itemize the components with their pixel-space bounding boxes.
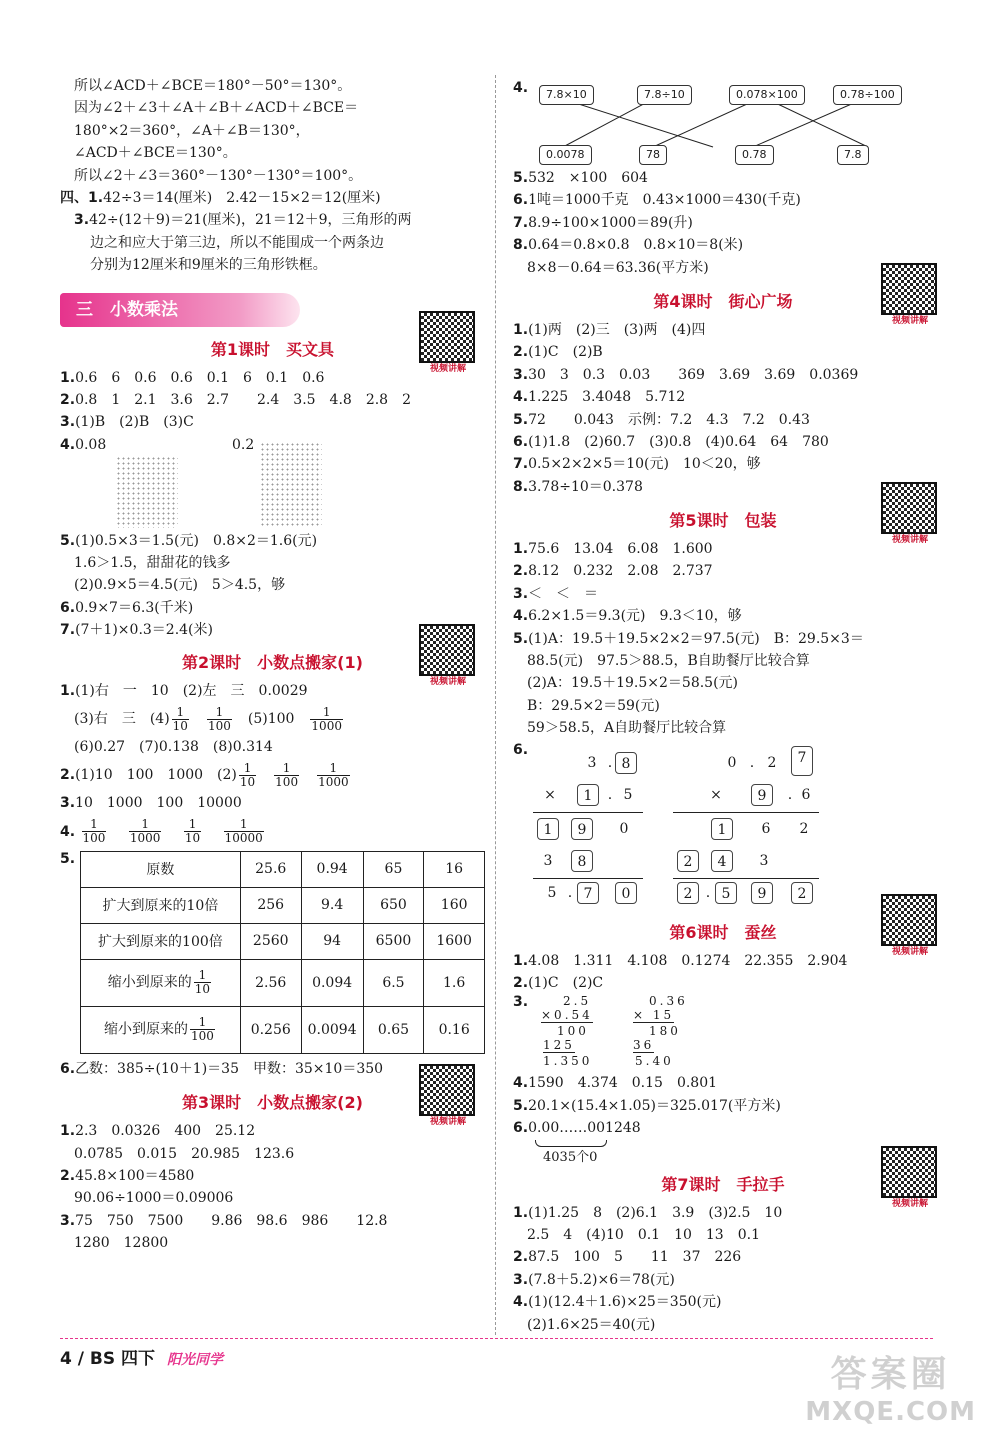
- table-cell: 0.256: [240, 1006, 301, 1053]
- table-cell: 扩大到原来的100倍: [81, 923, 241, 959]
- table-cell: 0.65: [363, 1006, 424, 1053]
- answer-line: 8.0.64＝0.8×0.8 0.8×10＝8(米): [513, 237, 744, 254]
- answer-line: 2.(1)C (2)C: [513, 974, 604, 991]
- answer-line: 59＞58.5，A自助餐厅比较合算: [527, 720, 727, 737]
- answer-line: 2.0.8 1 2.1 3.6 2.7 2.4 3.5 4.8 2.8 2: [60, 391, 411, 408]
- fraction: $\frac{1}{1000}$: [129, 817, 161, 846]
- column-divider: [495, 75, 496, 1335]
- match-result: 7.8: [837, 145, 869, 165]
- answer-line: 3.30 3 0.3 0.03 369 3.69 3.69 0.0369: [513, 366, 859, 383]
- table-cell: 2560: [240, 923, 301, 959]
- footer: [60, 1344, 223, 1369]
- answer-line: 1.(1)1.25 8 (2)6.1 3.9 (3)2.5 10: [513, 1204, 783, 1221]
- table-cell: 256: [240, 887, 301, 923]
- match-line: [563, 99, 713, 147]
- table-cell: 0.0094: [301, 1006, 363, 1053]
- answer-line: (2)1.6×25＝40(元): [527, 1316, 656, 1333]
- table-row: [81, 1006, 485, 1053]
- match-expression: 7.8×10: [539, 85, 594, 105]
- qr-code[interactable]: 视频讲解: [881, 1146, 939, 1212]
- answer-line: 5.20.1×(15.4×1.05)＝325.017(平方米): [513, 1097, 781, 1114]
- page-number: 4: [60, 1349, 72, 1369]
- table-cell: 缩小到原来的 $\frac{1}{10}$: [81, 959, 241, 1006]
- fraction: $\frac{1}{1000}$: [311, 704, 342, 733]
- table-cell: 6.5: [363, 959, 424, 1006]
- unit-banner: 三 小数乘法: [60, 293, 300, 327]
- answer-line: 5.72 0.043 示例：7.2 4.3 7.2 0.43: [513, 411, 810, 428]
- answer-line: 边之和应大于第三边，所以不能围成一个两条边: [90, 234, 384, 251]
- answer-line: 1.4.08 1.311 4.108 0.1274 22.355 2.904: [513, 952, 848, 969]
- lesson-title: 第4课时 街心广场 视频讲解: [513, 285, 933, 319]
- answer-line: 8.3.78÷10＝0.378: [513, 478, 643, 495]
- answer-line: B：29.5×2＝59(元): [527, 697, 660, 714]
- match-line: [653, 99, 758, 147]
- answer-line: 2.(1)C (2)B: [513, 344, 603, 361]
- qr-code[interactable]: 视频讲解: [881, 482, 939, 548]
- fraction: $\frac{1}{10}$: [172, 704, 188, 733]
- answer-line: (2)A：19.5＋19.5×2＝58.5(元): [527, 675, 739, 692]
- answer-line: 3.(1)B (2)B (3)C: [60, 414, 194, 431]
- answer-line: 1280 12800: [74, 1235, 169, 1252]
- table-cell: 缩小到原来的 $\frac{1}{100}$: [81, 1006, 241, 1053]
- answer-line: 1.75.6 13.04 6.08 1.600: [513, 541, 713, 558]
- lesson-title: 第7课时 手拉手 视频讲解: [513, 1168, 933, 1202]
- scale-table: [80, 851, 485, 1054]
- fraction: $\frac{1}{10000}$: [224, 817, 263, 846]
- text-line: 180°×2＝360°，∠A＋∠B＝130°，: [74, 122, 310, 139]
- table-header-cell: 65: [363, 851, 424, 887]
- fraction: $\frac{1}{100}$: [190, 1015, 214, 1044]
- brand-logo: 阳光同学: [166, 1352, 223, 1368]
- answer-line: 6.0.00……001248: [513, 1120, 641, 1137]
- text-line: 所以∠ACD＋∠BCE＝180°－50°＝130°。: [74, 78, 352, 94]
- table-cell: 650: [363, 887, 424, 923]
- answer-line: 2.(1)10 100 1000 (2) $\frac{1}{10}$ $\frac{1}{100}$ $\frac{1}{1000}$: [60, 760, 349, 789]
- answer-line: 4.6.2×1.5＝9.3(元) 9.3＜10，够: [513, 608, 742, 625]
- table-row: [81, 851, 485, 887]
- lesson-title: 第1课时 买文具 视频讲解: [60, 333, 485, 367]
- grid-figure: [116, 456, 178, 528]
- answer-line: 7.0.5×2×2×5＝10(元) 10＜20，够: [513, 456, 761, 473]
- fraction: $\frac{1}{1000}$: [318, 760, 349, 789]
- answer-line: 3.＜ ＜ ＝: [513, 585, 599, 602]
- answer-line: 2.45.8×100＝4580: [60, 1167, 195, 1184]
- answer-line: 88.5(元) 97.5＞88.5，B自助餐厅比较合算: [527, 653, 810, 670]
- watermark: 答案圈 MXQE.COM: [805, 1354, 976, 1427]
- qr-icon: [881, 894, 937, 946]
- right-column: [513, 75, 933, 1336]
- answer-line: 6.0.9×7＝6.3(千米): [60, 599, 194, 616]
- qr-code[interactable]: 视频讲解: [419, 1064, 477, 1130]
- table-header-cell: 0.94: [301, 851, 363, 887]
- edition-label: BS 四下: [89, 1349, 156, 1369]
- matching-diagram: 4. 7.8×10 7.8÷10 0.078×100 0.78÷100 0.0078 78 0.78 7.8: [513, 75, 933, 167]
- answer-line: 1.2.3 0.0326 400 25.12: [60, 1123, 256, 1140]
- answer-line: 8×8－0.64＝63.36(平方米): [527, 259, 709, 276]
- match-expression: 0.078×100: [729, 85, 805, 105]
- answer-line: 5.(1)0.5×3＝1.5(元) 0.8×2＝1.6(元): [60, 532, 318, 549]
- qr-code[interactable]: 视频讲解: [881, 894, 939, 960]
- match-line: [753, 99, 863, 147]
- answer-line: 3.75 750 7500 9.86 98.6 986 12.8: [60, 1212, 388, 1229]
- table-cell: 9.4: [301, 887, 363, 923]
- qr-icon: [419, 624, 475, 676]
- table-cell: 扩大到原来的10倍: [81, 887, 241, 923]
- answer-line: 90.06÷1000＝0.09006: [74, 1190, 234, 1207]
- answer-line: 4.(1)(12.4＋1.6)×25＝350(元): [513, 1294, 722, 1311]
- answer-line: 5.(1)A：19.5＋19.5×2×2＝97.5(元) B：29.5×3＝: [513, 630, 864, 647]
- fraction: $\frac{1}{100}$: [82, 817, 106, 846]
- answer-line: 1.6＞1.5，甜甜花的钱多: [74, 555, 231, 572]
- match-expression: 7.8÷10: [637, 85, 692, 105]
- answer-line: 1.(1)右 一 10 (2)左 三 0.0029: [60, 682, 308, 699]
- answer-line: 0.0785 0.015 20.985 123.6: [74, 1145, 295, 1162]
- answer-line: 2.8.12 0.232 2.08 2.737: [513, 563, 713, 580]
- qr-icon: [881, 263, 937, 315]
- scale-table-block: 5. 原数 25.6 0.94 65 16 扩大到原来的10倍 256 9.4 650 160 扩大到原来的100倍 2560 94 6500 1600 缩小到原来的 $\frac{1}{10}$ 2.56 0.094 6.5 1.6 缩小到原来的 $\frac{1}{100}$ 0.256 0.0094 0.65 0.16: [60, 851, 485, 1054]
- section-four: [60, 187, 485, 277]
- answer-line: 7.8.9÷100×1000＝89(升): [513, 214, 693, 231]
- match-result: 0.0078: [539, 145, 592, 165]
- table-cell: 2.56: [240, 959, 301, 1006]
- zero-count-brace: 4035个0: [513, 1140, 933, 1160]
- table-cell: 0.094: [301, 959, 363, 1006]
- table-row: [81, 923, 485, 959]
- left-column: [60, 75, 485, 1255]
- table-row: [81, 887, 485, 923]
- answer-line: 1.0.6 6 0.6 0.6 0.1 6 0.1 0.6: [60, 369, 325, 386]
- answer-line: 5.532 ×100 604: [513, 170, 648, 186]
- footer-rule: [60, 1338, 933, 1339]
- fraction: $\frac{1}{10}$: [239, 760, 256, 789]
- table-cell: 0.16: [424, 1006, 485, 1053]
- qr-icon: [881, 1146, 937, 1198]
- table-header-cell: 原数: [81, 851, 241, 887]
- text-line: ∠ACD＋∠BCE＝130°。: [74, 145, 237, 162]
- qr-code[interactable]: 视频讲解: [881, 263, 939, 329]
- answer-line: 6.1吨＝1000千克 0.43×1000＝430(千克): [513, 192, 801, 209]
- text-line: 所以∠2＋∠3＝360°－130°－130°＝100°。: [74, 167, 363, 184]
- fraction: $\frac{1}{100}$: [275, 760, 299, 789]
- qr-code[interactable]: 视频讲解: [419, 624, 477, 690]
- answer-line: 4. $\frac{1}{100}$ $\frac{1}{1000}$ $\frac{1}{10}$ $\frac{1}{10000}$: [60, 817, 263, 846]
- answer-line: 7.(7＋1)×0.3＝2.4(米): [60, 622, 213, 639]
- table-header-cell: 16: [424, 851, 485, 887]
- table-cell: 1.6: [424, 959, 485, 1006]
- qr-icon: [419, 1064, 475, 1116]
- section-label: 四、: [60, 189, 88, 206]
- answer-line: 6.乙数：385÷(10＋1)＝35 甲数：35×10＝350: [60, 1060, 384, 1077]
- table-row: [81, 959, 485, 1006]
- answer-line: 3.42÷(12＋9)＝21(厘米)，21＝12＋9，三角形的两: [74, 212, 412, 229]
- vertical-multiplication: 6. 3 . 8 × 1 . 5 1 9 0 3 8 5 . 7 0 0 . 2 7 × 9 . 6 1 6 2 2 4 3 2 . 5 9 2: [513, 742, 933, 910]
- proof-continuation: [60, 75, 485, 187]
- qr-icon: [881, 482, 937, 534]
- fraction: $\frac{1}{10}$: [184, 817, 201, 846]
- answer-line: 6.(1)1.8 (2)60.7 (3)0.8 (4)0.64 64 780: [513, 433, 829, 450]
- answer-line: 2.5 4 (4)10 0.1 10 13 0.1: [527, 1226, 760, 1243]
- answer-line: 4.1.225 3.4048 5.712: [513, 389, 686, 406]
- qr-icon: [419, 311, 475, 363]
- fraction: $\frac{1}{10}$: [194, 968, 211, 997]
- answer-line: 1.(1)两 (2)三 (3)两 (4)四: [513, 321, 706, 338]
- answer-line: 四、1.42÷3＝14(厘米) 2.42－15×2＝12(厘米): [60, 189, 381, 206]
- text-line: 因为∠2＋∠3＋∠A＋∠B＋∠ACD＋∠BCE＝: [74, 100, 359, 117]
- answer-line: (6)0.27 (7)0.138 (8)0.314: [74, 739, 273, 756]
- table-cell: 94: [301, 923, 363, 959]
- answer-line: (2)0.9×5＝4.5(元) 5＞4.5，够: [74, 577, 286, 594]
- fraction: $\frac{1}{100}$: [207, 704, 231, 733]
- lesson-title: 第2课时 小数点搬家(1) 视频讲解: [60, 646, 485, 680]
- answer-line: (3)右 三 (4) $\frac{1}{10}$ $\frac{1}{100}$ (5)100 $\frac{1}{1000}$: [74, 704, 342, 733]
- lesson-title: 第3课时 小数点搬家(2) 视频讲解: [60, 1086, 485, 1120]
- answer-line: 3.(7.8＋5.2)×6＝78(元): [513, 1271, 675, 1288]
- table-cell: 1600: [424, 923, 485, 959]
- lesson-title: 第6课时 蚕丝 视频讲解: [513, 916, 933, 950]
- answer-line: 分别为12厘米和9厘米的三角形铁框。: [90, 257, 327, 274]
- lesson-title: 第5课时 包装 视频讲解: [513, 504, 933, 538]
- vertical-multiplication-small: 3. 2.5 ×0.54 100 125 1.350 0.36 × 15 180 36 5.40: [513, 994, 688, 1069]
- table-header-cell: 25.6: [240, 851, 301, 887]
- shaded-grids: 4.0.08 0.2: [60, 434, 485, 530]
- table-cell: 160: [424, 887, 485, 923]
- match-result: 0.78: [735, 145, 774, 165]
- footer-separator: /: [77, 1349, 84, 1369]
- table-cell: 6500: [363, 923, 424, 959]
- answer-line: 2.87.5 100 5 11 37 226: [513, 1249, 742, 1266]
- answer-line: 4.1590 4.374 0.15 0.801: [513, 1075, 718, 1092]
- grid-figure: [260, 442, 322, 528]
- match-result: 78: [639, 145, 667, 165]
- match-expression: 0.78÷100: [833, 85, 902, 105]
- answer-line: 3.10 1000 100 10000: [60, 795, 242, 812]
- qr-code[interactable]: 视频讲解: [419, 311, 477, 377]
